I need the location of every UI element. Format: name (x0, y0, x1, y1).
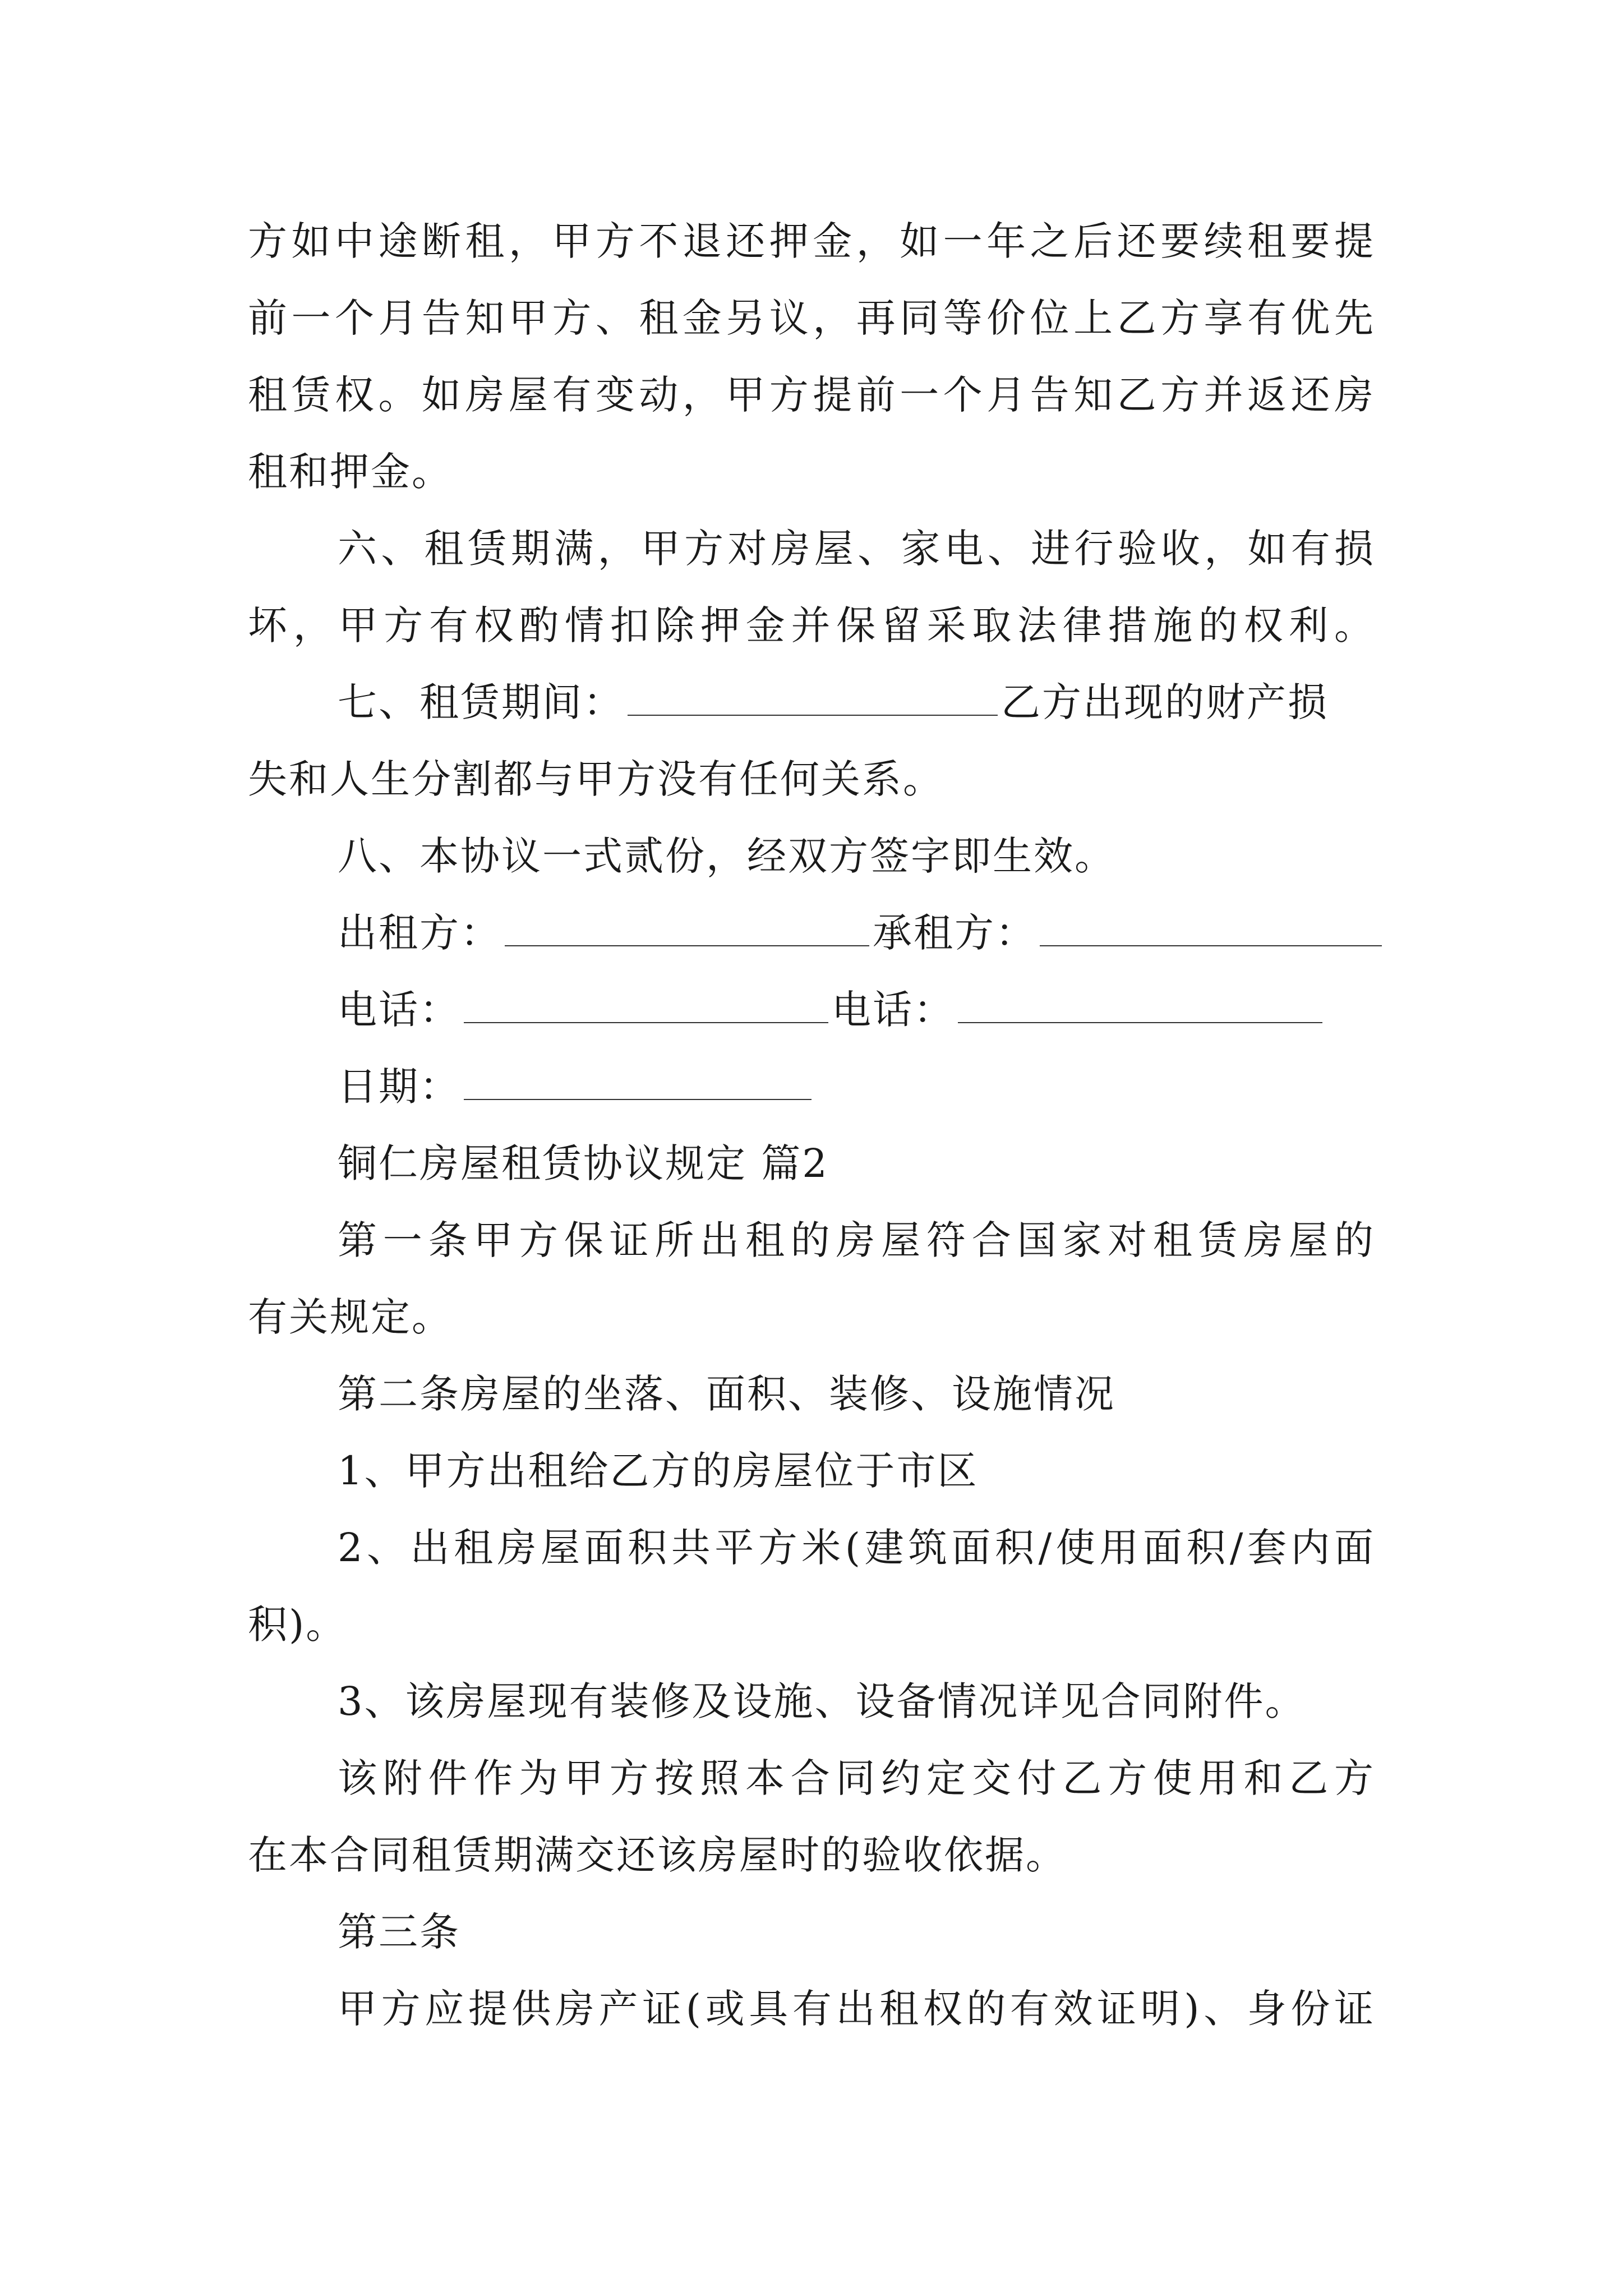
date-blank (464, 1065, 811, 1100)
text-line: 方如中途断租，甲方不退还押金，如一年之后还要续租要提 (248, 218, 1375, 264)
blank-field (628, 681, 998, 716)
lessee-phone-blank (958, 988, 1322, 1023)
lessor-phone-label: 电话： (338, 987, 460, 1033)
lessee-phone-label: 电话： (832, 987, 955, 1033)
lessor-label: 出租方： (338, 910, 501, 956)
clause-eight-line: 八、本协议一式贰份，经双方签字即生效。 (338, 833, 1115, 879)
text-line: 1、甲方出租给乙方的房屋位于市区 (338, 1448, 979, 1494)
text-line: 租和押金。 (248, 449, 453, 495)
clause-seven-label: 七、租赁期间： (338, 679, 624, 725)
lessee-blank (1040, 912, 1382, 946)
article-two-line: 第二条房屋的坐落、面积、装修、设施情况 (338, 1371, 1115, 1417)
text-line: 前一个月告知甲方、租金另议，再同等价位上乙方享有优先 (248, 295, 1375, 341)
text-line: 租赁权。如房屋有变动，甲方提前一个月告知乙方并返还房 (248, 372, 1375, 418)
text-line: 失和人生分割都与甲方没有任何关系。 (248, 756, 944, 802)
clause-six-line: 六、租赁期满，甲方对房屋、家电、进行验收，如有损 (338, 526, 1375, 572)
article-three-heading: 第三条 (338, 1909, 460, 1955)
text-line: 有关规定。 (248, 1294, 453, 1340)
date-label: 日期： (338, 1064, 460, 1110)
clause-seven-text: 乙方出现的财产损 (1001, 679, 1329, 725)
text-line: 甲方应提供房产证(或具有出租权的有效证明)、身份证 (338, 1986, 1375, 2032)
text-line: 该附件作为甲方按照本合同约定交付乙方使用和乙方 (338, 1755, 1375, 1801)
lessor-phone-blank (464, 988, 828, 1023)
article-one-line: 第一条甲方保证所出租的房屋符合国家对租赁房屋的 (338, 1217, 1375, 1263)
clause-seven-line (338, 674, 1375, 730)
text-line: 在本合同租赁期满交还该房屋时的验收依据。 (248, 1832, 1067, 1878)
text-line: 坏，甲方有权酌情扣除押金并保留采取法律措施的权利。 (248, 602, 1375, 648)
lessor-blank (505, 912, 869, 946)
lessee-label: 承租方： (873, 910, 1036, 956)
signature-line-date (338, 1059, 1375, 1115)
signature-line-phones (338, 982, 1375, 1038)
text-line: 积)。 (248, 1602, 347, 1648)
section-heading: 铜仁房屋租赁协议规定 篇2 (338, 1140, 829, 1186)
signature-line-parties (338, 905, 1375, 961)
text-line: 2、出租房屋面积共平方米(建筑面积/使用面积/套内面 (338, 1525, 1375, 1571)
text-line: 3、该房屋现有装修及设施、设备情况详见合同附件。 (338, 1678, 1306, 1724)
